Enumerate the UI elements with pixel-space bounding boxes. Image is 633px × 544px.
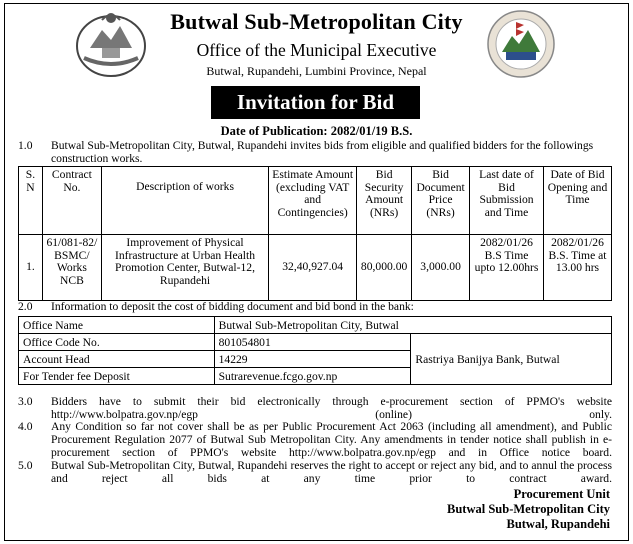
bank-label: Account Head bbox=[19, 351, 215, 368]
organization-name: Butwal Sub-Metropolitan City bbox=[170, 9, 463, 34]
section-text: Any Condition so far not cover shall be as per Public Procurement Act 2063 (including all amendment), and Public Procurement Regulation 2077 of Butwal Sub Metropolitan City. Any amendments in tender notice shall publish in e-procurement section of PPMO's website http://www.bolpatra.gov.np/egp and in Office notice board. bbox=[51, 420, 612, 459]
table-header-row bbox=[19, 167, 612, 235]
notice-title: Invitation for Bid bbox=[211, 86, 420, 119]
section-number: 3.0 bbox=[18, 395, 33, 408]
bank-value: 14229 bbox=[214, 351, 411, 368]
signature-org: Butwal Sub-Metropolitan City bbox=[447, 502, 610, 516]
works-table bbox=[18, 166, 612, 301]
section-text: Information to deposit the cost of bidding document and bid bond in the bank: bbox=[51, 300, 414, 313]
cell-last-date: 2082/01/26 B.S Time upto 12.00hrs bbox=[470, 235, 544, 301]
header-opening: Date of Bid Opening and Time bbox=[543, 167, 611, 235]
bank-label: Office Name bbox=[19, 317, 215, 334]
section-number: 1.0 bbox=[18, 139, 33, 152]
header-contract: Contract No. bbox=[42, 167, 101, 235]
office-address: Butwal, Rupandehi, Lumbini Province, Nepal bbox=[206, 64, 427, 78]
section-text: Butwal Sub-Metropolitan City, Butwal, Rupandehi invites bids from eligible and qualified bidders for the followings construction works. bbox=[51, 139, 594, 165]
section-text: Bidders have to submit their bid electronically through e-procurement section of PPMO's website http://www.bolpatra.gov.np/egp (online) only. bbox=[51, 395, 612, 421]
cell-doc-price: 3,000.00 bbox=[412, 235, 470, 301]
table-row bbox=[19, 317, 612, 334]
header-estimate: Estimate Amount (excluding VAT and Contingencies) bbox=[269, 167, 357, 235]
bank-name: Rastriya Banijya Bank, Butwal bbox=[411, 334, 612, 385]
header-last-date: Last date of Bid Submission and Time bbox=[470, 167, 544, 235]
cell-opening: 2082/01/26 B.S. Time at 13.00 hrs bbox=[543, 235, 611, 301]
signature-unit: Procurement Unit bbox=[513, 487, 610, 501]
bank-info-table bbox=[18, 316, 612, 385]
table-row bbox=[19, 235, 612, 301]
header-security: Bid Security Amount (NRs) bbox=[357, 167, 412, 235]
office-name: Office of the Municipal Executive bbox=[196, 40, 437, 60]
bank-label: For Tender fee Deposit bbox=[19, 368, 215, 385]
header-sn: S. N bbox=[19, 167, 43, 235]
cell-description: Improvement of Physical Infrastructure at Urban Health Promotion Center, Butwal-12, Rupandehi bbox=[101, 235, 268, 301]
header-description: Description of works bbox=[101, 167, 268, 235]
bank-label: Office Code No. bbox=[19, 334, 215, 351]
table-row bbox=[19, 334, 612, 351]
signature-place: Butwal, Rupandehi bbox=[506, 517, 610, 531]
bank-value: Butwal Sub-Metropolitan City, Butwal bbox=[214, 317, 611, 334]
header-doc-price: Bid Document Price (NRs) bbox=[412, 167, 470, 235]
section-text: Butwal Sub-Metropolitan City, Butwal, Rupandehi reserves the right to accept or reject any bid, and to annul the process and reject all bids at any time prior to contract award. bbox=[51, 459, 612, 485]
cell-sn: 1. bbox=[19, 235, 43, 301]
cell-estimate: 32,40,927.04 bbox=[269, 235, 357, 301]
cell-security: 80,000.00 bbox=[357, 235, 412, 301]
section-number: 2.0 bbox=[18, 300, 33, 313]
section-number: 4.0 bbox=[18, 420, 33, 433]
publication-date: Date of Publication: 2082/01/19 B.S. bbox=[220, 124, 413, 138]
bank-value: 801054801 bbox=[214, 334, 411, 351]
section-number: 5.0 bbox=[18, 459, 33, 472]
cell-contract: 61/081-82/ BSMC/ Works NCB bbox=[42, 235, 101, 301]
bank-value: Sutrarevenue.fcgo.gov.np bbox=[214, 368, 411, 385]
